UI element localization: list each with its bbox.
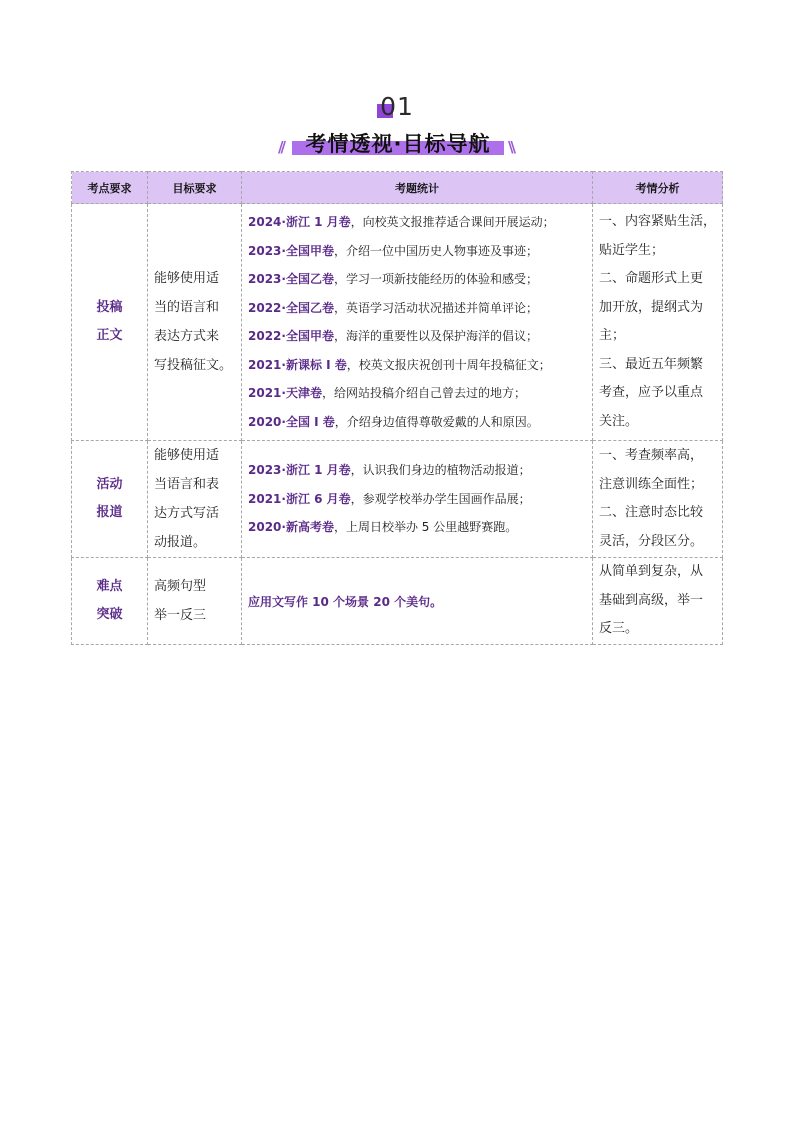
stat-source: 2023·浙江 1 月卷 <box>248 463 351 478</box>
stat-line <box>248 265 586 294</box>
analysis-cell <box>593 441 723 558</box>
analysis-line: 一、内容紧贴生活， <box>599 214 717 229</box>
goal-cell <box>148 441 242 558</box>
analysis-line: 加开放，提纲式为 <box>599 299 704 315</box>
stat-source: 2024·浙江 1 月卷 <box>248 215 351 229</box>
table-row <box>72 441 723 558</box>
stat-text: ，向校英文报推荐适合课间开展运动； <box>350 215 555 229</box>
exam-point-cell <box>72 441 148 558</box>
stat-source: 2022·全国乙卷 <box>248 300 334 315</box>
goal-line: 举一反三 <box>154 608 207 623</box>
analysis-line: 主； <box>599 328 626 343</box>
stat-text: ，校英文报庆祝创刊十周年投稿征文； <box>346 357 551 372</box>
section-title: 考情透视·目标导航 <box>305 132 491 156</box>
table-row <box>72 204 723 441</box>
special-highlight: 应用文写作 10 个场景 20 个美句。 <box>248 594 443 609</box>
stat-text: ，介绍一位中国历史人物事迹及事迹； <box>333 243 538 258</box>
stat-text: ，上周日校举办 5 公里越野赛跑。 <box>333 520 518 535</box>
stat-text: ，给网站投稿介绍自己曾去过的地方； <box>321 386 526 400</box>
header-cell: 目标要求 <box>148 172 242 204</box>
stat-line <box>248 208 586 237</box>
stat-line <box>248 485 586 514</box>
stat-text: ，参观学校举办学生国画作品展； <box>350 491 531 506</box>
analysis-cell <box>593 204 723 441</box>
title-deco-right: \\ <box>508 138 513 156</box>
analysis-line: 考查，应予以重点 <box>599 385 704 400</box>
exam-point-line: 难点 <box>96 579 123 594</box>
goal-line: 写投稿征文。 <box>154 358 233 373</box>
stat-source: 2020·全国 I 卷 <box>248 414 335 429</box>
exam-point-line: 正文 <box>96 328 123 343</box>
stat-source: 2020·新高考卷 <box>248 520 334 535</box>
stat-source: 2021·浙江 6 月卷 <box>248 491 351 506</box>
stat-line <box>248 513 586 542</box>
stat-source: 2021·天津卷 <box>248 386 322 400</box>
goal-cell <box>148 558 242 645</box>
stat-source: 2022·全国甲卷 <box>248 329 334 343</box>
exam-analysis-table <box>71 171 723 645</box>
exam-point-cell <box>72 204 148 441</box>
header-cell: 考题统计 <box>242 172 593 204</box>
goal-line: 高频句型 <box>154 579 207 594</box>
section-number: 01 <box>380 92 414 121</box>
goal-line: 能够使用适 <box>154 271 220 286</box>
analysis-line: 关注。 <box>599 413 639 429</box>
table-row <box>72 558 723 645</box>
analysis-cell <box>593 558 723 645</box>
goal-line: 表达方式来 <box>154 329 220 344</box>
stat-text: ，认识我们身边的植物活动报道； <box>350 463 531 478</box>
analysis-line: 三、最近五年频繁 <box>599 356 704 372</box>
title-deco-left: // <box>278 138 283 156</box>
exam-point-line: 突破 <box>96 607 123 622</box>
stat-text: ，海洋的重要性以及保护海洋的倡议； <box>333 329 538 343</box>
stat-line <box>248 456 586 485</box>
analysis-line: 二、注意时态比较 <box>599 505 704 520</box>
exam-point-line: 投稿 <box>96 300 123 315</box>
stat-line <box>248 322 586 351</box>
stats-cell <box>242 558 593 645</box>
stats-cell <box>242 441 593 558</box>
analysis-line: 反三。 <box>599 621 639 637</box>
analysis-line: 基础到高级，举一 <box>599 592 704 608</box>
stat-line <box>248 351 586 380</box>
goal-line: 动报道。 <box>154 535 207 550</box>
analysis-line: 灵活，分段区分。 <box>599 533 704 549</box>
exam-point-cell <box>72 558 148 645</box>
exam-point-line: 报道 <box>96 505 123 520</box>
goal-line: 达方式写活 <box>154 506 220 521</box>
header-cell: 考点要求 <box>72 172 148 204</box>
stat-line <box>248 379 586 408</box>
stat-line <box>248 294 586 323</box>
goal-line: 当语言和表 <box>154 477 220 492</box>
analysis-line: 从简单到复杂，从 <box>599 564 704 580</box>
stat-text: ，介绍身边值得尊敬爱戴的人和原因。 <box>334 414 539 429</box>
stat-line <box>248 237 586 266</box>
analysis-line: 贴近学生； <box>599 242 665 258</box>
table-header-row <box>72 172 723 204</box>
stat-source: 2023·全国乙卷 <box>248 272 334 286</box>
analysis-line: 一、考查频率高， <box>599 448 704 463</box>
analysis-line: 二、命题形式上更 <box>599 271 704 286</box>
header-cell: 考情分析 <box>593 172 723 204</box>
goal-line: 能够使用适 <box>154 448 220 463</box>
exam-point-line: 活动 <box>96 477 123 492</box>
stat-line <box>248 408 586 437</box>
stats-cell <box>242 204 593 441</box>
analysis-line: 注意训练全面性； <box>599 476 704 492</box>
stat-text: ，英语学习活动状况描述并简单评论； <box>333 300 538 315</box>
goal-line: 当的语言和 <box>154 300 220 315</box>
stat-source: 2023·全国甲卷 <box>248 243 334 258</box>
goal-cell <box>148 204 242 441</box>
stat-text: ，学习一项新技能经历的体验和感受； <box>333 272 538 286</box>
stat-source: 2021·新课标 I 卷 <box>248 357 347 372</box>
